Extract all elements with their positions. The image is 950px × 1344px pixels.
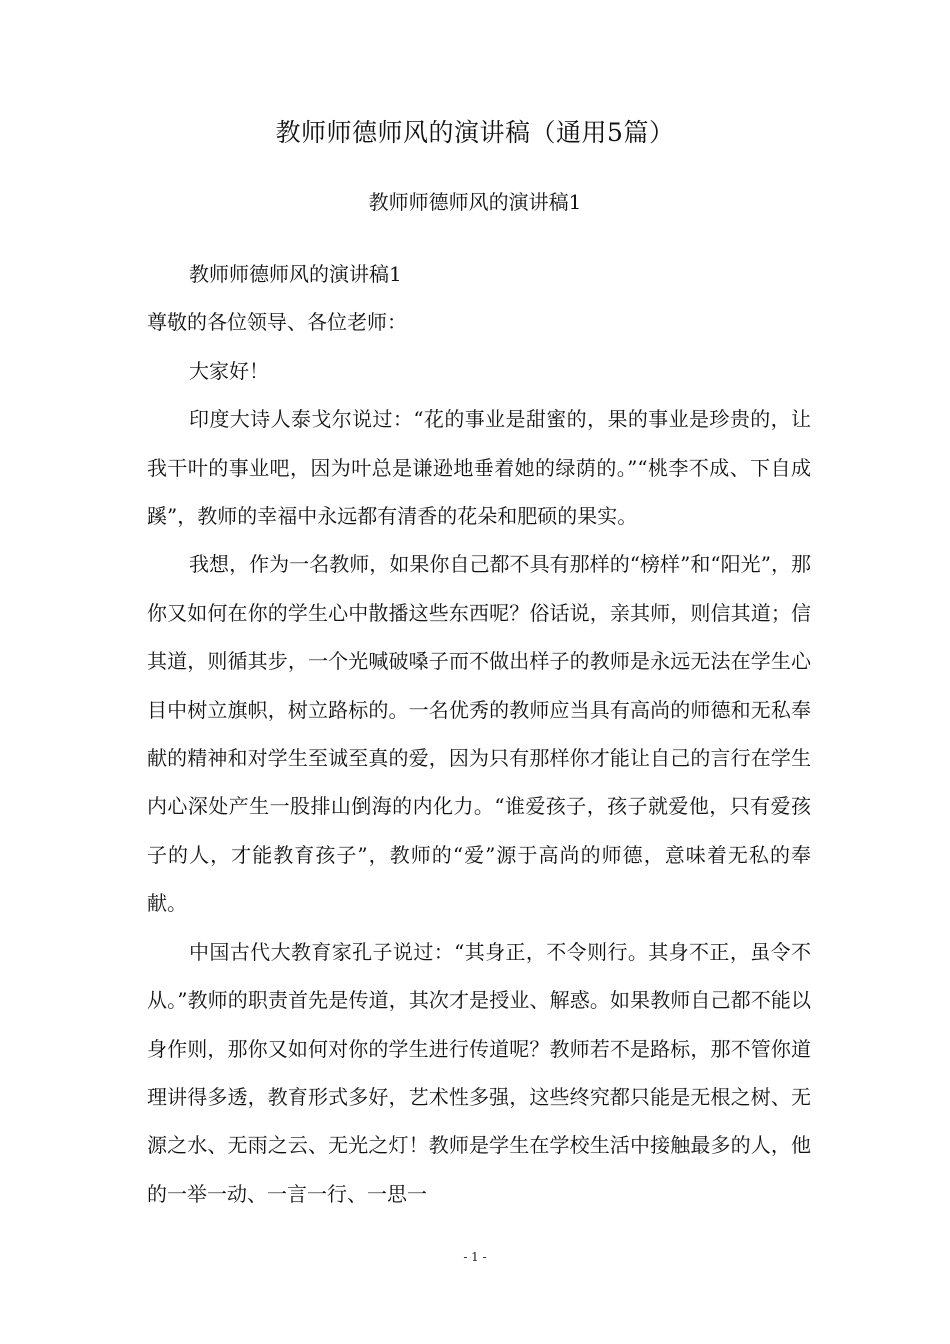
- paragraph: 印度大诗人泰戈尔说过：“花的事业是甜蜜的，果的事业是珍贵的，让我干叶的事业吧，因为叶总是谦逊地垂着她的绿荫的。”“桃李不成、下自成蹊”，教师的幸福中永远都有清香的花朵和肥硕的果实。: [147, 407, 811, 529]
- paragraph: 教师师德师风的演讲稿1: [189, 262, 402, 286]
- paragraph: 尊敬的各位领导、各位老师：: [147, 310, 407, 335]
- paragraph: 我想，作为一名教师，如果你自己都不具有那样的“榜样”和“阳光”，那你又如何在你的学生心中散播这些东西呢？俗话说，亲其师，则信其道；信其道，则循其步，一个光喊破嗓子而不做出样子的教师是永远无法在学生心目中树立旗帜，树立路标的。一名优秀的教师应当具有高尚的师德和无私奉献的精神和对学生至诚至真的爱，因为只有那样你才能让自己的言行在学生内心深处产生一股排山倒海的内化力。“谁爱孩子，孩子就爱他，只有爱孩子的人，才能教育孩子”，教师的“爱”源于高尚的师德，意味着无私的奉献。: [147, 552, 811, 916]
- document-body: [147, 250, 811, 1218]
- paragraph: 中国古代大教育家孔子说过：“其身正，不令则行。其身不正，虽令不从。”教师的职责首先是传道，其次才是授业、解惑。如果教师自己都不能以身作则，那你又如何对你的学生进行传道呢？教师若不是路标，那不管你道理讲得多透，教育形式多好，艺术性多强，这些终究都只能是无根之树、无源之水、无雨之云、无光之灯！教师是学生在学校生活中接触最多的人，他的一举一动、一言一行、一思一: [147, 939, 811, 1206]
- page-number: - 1 -: [463, 1250, 487, 1264]
- paragraph: 大家好！: [189, 358, 269, 383]
- section-title: 教师师德师风的演讲稿1: [368, 190, 582, 214]
- document-title: 教师师德师风的演讲稿（通用5篇）: [275, 118, 675, 147]
